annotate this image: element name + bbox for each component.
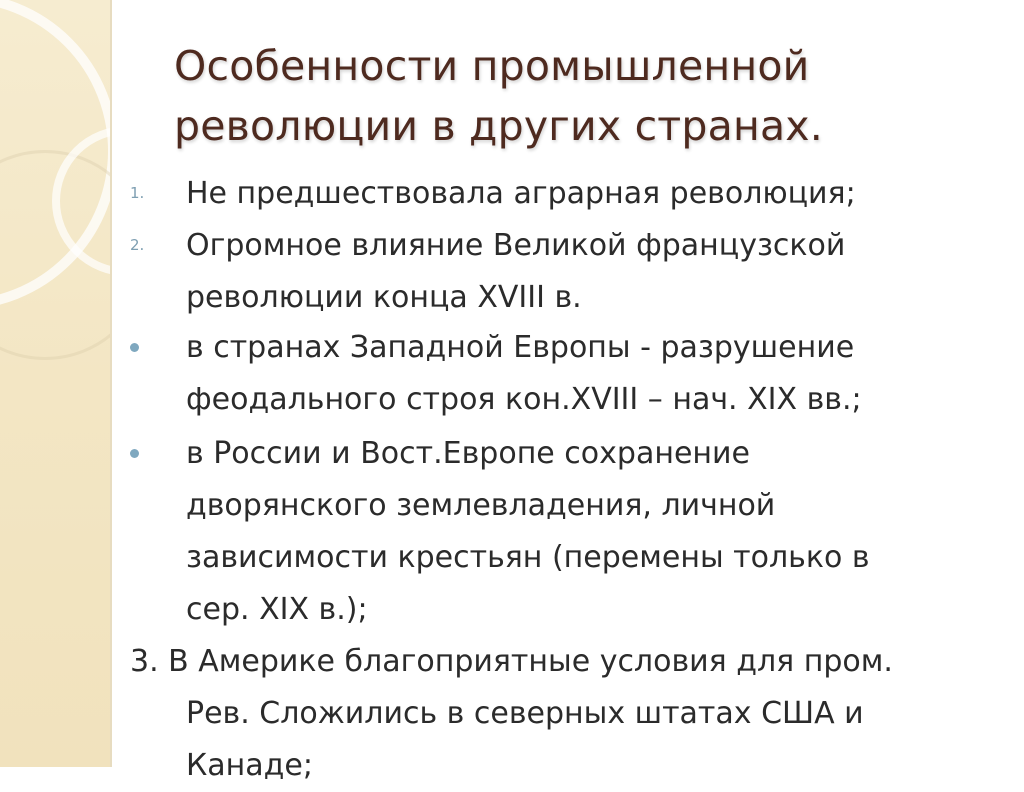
bullet-item-2-line-1: в России и Вост.Европе сохранение xyxy=(186,436,750,471)
list-item-3-text xyxy=(130,636,920,792)
list-item-3-line-2: Рев. Сложились в северных штатах США и xyxy=(186,696,864,731)
list-number-2: 2. xyxy=(130,236,145,254)
list-item-1-text xyxy=(186,168,976,220)
bullet-item-2-text xyxy=(186,428,976,636)
slide-title-line-1: Особенности промышленной xyxy=(174,42,810,90)
bullet-dot-2 xyxy=(130,449,139,458)
bullet-item-1-line-2: феодального строя кон.XVIII – нач. XIX вв.; xyxy=(186,382,862,417)
bullet-item-2-line-3: зависимости крестьян (перемены только в xyxy=(186,540,870,575)
slide-title xyxy=(174,36,994,156)
list-item-2-line-2: революции конца XVIII в. xyxy=(186,280,582,315)
list-item-2-line-1: Огромное влияние Великой французской xyxy=(186,228,846,263)
bullet-item-1-text xyxy=(186,322,976,426)
strip-edge xyxy=(110,0,112,767)
list-item-1-line-1: Не предшествовала аграрная революция; xyxy=(186,176,856,211)
decorative-side-strip xyxy=(0,0,112,767)
list-item-2-text xyxy=(186,220,976,324)
slide-title-line-2: революции в других странах. xyxy=(174,102,823,150)
bullet-item-2-line-4: сер. XIX в.); xyxy=(186,592,368,627)
bullet-dot-1 xyxy=(130,343,139,352)
bullet-item-1-line-1: в странах Западной Европы - разрушение xyxy=(186,330,855,365)
bullet-item-2-line-2: дворянского землевладения, личной xyxy=(186,488,776,523)
list-number-1: 1. xyxy=(130,184,145,202)
list-item-3-line-1: 3. В Америке благоприятные условия для пром. xyxy=(130,644,893,679)
list-item-3-line-3: Канаде; xyxy=(186,748,313,783)
